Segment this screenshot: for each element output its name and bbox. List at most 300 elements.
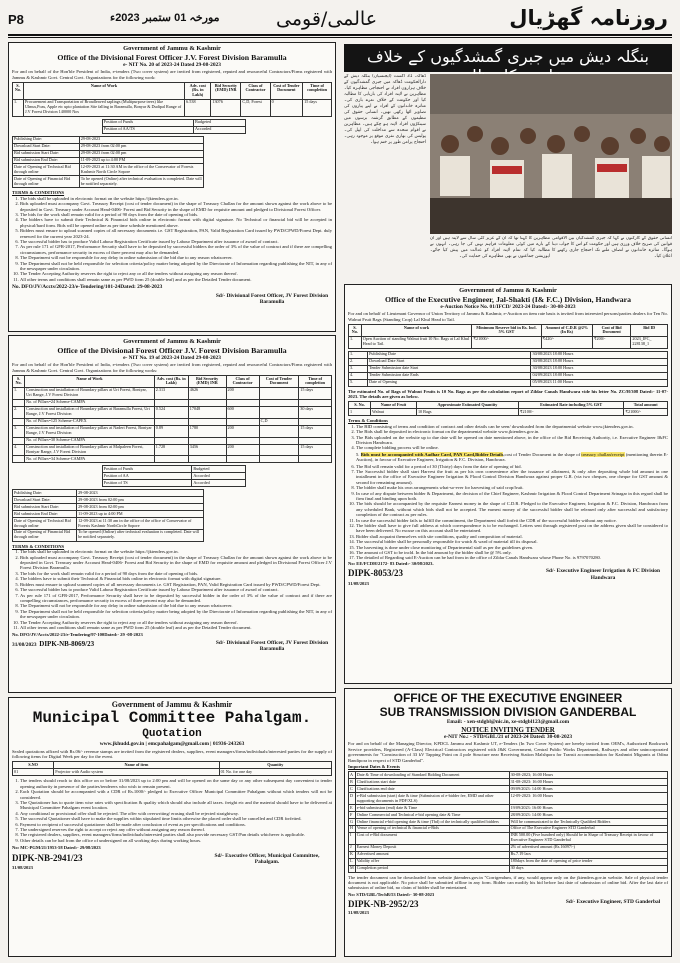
table-cell: 19/09/2023: 16:00 Hours [509,805,667,812]
ad4-terms-2 [348,464,668,561]
table-cell: E [349,805,356,812]
table-header-cell: S. No. [13,376,25,388]
table-cell: No. of Pillars=24 Scheme-CAMPA [25,399,155,406]
table-cell: 1. [13,99,24,116]
table-cell [188,456,226,463]
table-cell: Position of AA/TS [102,126,193,133]
list-item: 2. Bids uploaded must accompany Govt. Treasury Receipt (cost of tender document) in the shape of Treasury Challan for the amount shown against the work above to be deposited in Govt. Treasury under Account Head-0406- Forest and Bid Security in the shape of EMD for requisite amount and pledged in Divisional Forest Officer J.V Forest Division Baramulla. [20,555,332,571]
table-cell: Publishing Date: [13,490,77,497]
table-cell: To be opened (Online) after technical evaluation is completed. Date will be notified separately. [80,175,202,186]
table-cell [226,456,259,463]
table-cell: 3. [349,365,368,372]
table-cell: Earnest Money Deposit [355,844,509,851]
masthead-rule [8,34,672,36]
table-cell: 13076 [211,99,241,116]
tender-ad-forest-19 [8,335,336,693]
table-cell: Office of The Executive Engineer STD Ganderbal [509,825,667,832]
table-header-cell: Cost of Tender Document [270,83,303,100]
table-cell [259,437,299,444]
list-item: 11. All other terms and conditions shall remain same as per PWD form 25 (double leaf) and as per the Detailed Tender document. [20,625,332,630]
table-cell: 2. [349,358,368,365]
table-row [13,490,204,497]
table-row [13,511,204,518]
table-cell: A [349,772,356,779]
table-cell: Construction and installation of Boundary pillars at Baramulla Forest, Uri Range, J.V Forest Division [25,406,155,418]
table-cell: 11-09-2023 up to 4:00 PM [77,511,204,518]
issue-date: مورخہ 01 ستمبر 2023ء [110,12,220,24]
list-item: 10. The Tender Accepting Authority reserves the right to reject any or all the tenders without assigning any reason thereof. [20,620,332,625]
table-row [349,819,668,826]
table-cell: Bid submission Start Date: [13,504,77,511]
list-item: 7. The undersigned reserves the right to accept or reject any offer without assigning any reason thereof. [20,827,332,832]
list-item: 9. The Department shall not be held responsible for selection criteria/policy matter being adopted by the Directorate of Information regarding publishing the NIT, in any of the newspaper under circulation. [20,609,332,620]
ad-gov: Government of Jammu & Kashmir [123,45,221,52]
table-cell: No. of Pillars=125 Scheme-CAPEX [25,418,155,425]
table-row [349,851,668,858]
table-cell: Position of AA [102,473,192,480]
table-header-cell: Amount of C.D.R @2% (In Rs) [541,325,592,337]
table-cell: 180days from the date of opening of price tender [509,858,667,865]
table-row [13,157,204,164]
table-cell: Bid submission End Date: [13,157,80,164]
table-cell: 1.728 [154,444,188,456]
table-header-cell: Cost of Bid Document [592,325,631,337]
table-row [349,805,668,812]
table-cell: C [349,786,356,793]
table-row [349,865,668,872]
ad2-ref: No. DFO/JV/Accts/2022-23/e-Tendering/97-100Dated:- 29 -08-2023 [12,632,143,638]
table-row [13,150,204,157]
list-item: 6. The successful bidder has to produce Valid Labour Registration Certificate issued by Labour Department after issuance of award of contract. [20,239,332,244]
ad3-terms [12,778,332,843]
table-row [102,466,245,473]
ad4-term5-highlight: Bids must be accompanied with Aadhar Card, PAN Card,Bidder Details [360,451,504,457]
table-cell [154,437,188,444]
table-cell: 29-08-2023 from 02:00 pm [77,504,204,511]
ad-intro: For and on behalf of the Hon'ble President of India, e-tenders (Two cover system) are invited from registered, reputed and resourceful Contractors/Firms registered with Jammu & Kashmir Govt. Central Govt. Organizations for the following works: [12,362,332,373]
table-cell [13,456,25,463]
ad4-ref: No: EE/FCDH/2172- 83 Dated:- 30/08/2023. [348,560,434,566]
table-cell: C,D, Forest [241,99,270,116]
table-cell: e-Bid submission (start) date & time (Submission of e-bidder fee, EMD and other supporting documents in PDF/XLS) [355,793,509,805]
table-header-cell: Total amount [624,402,668,409]
table-row [349,812,668,819]
table-row [13,425,332,437]
table-row [13,387,332,399]
table-cell: 1. [349,351,368,358]
ad2-terms-title: TERMS & CONDITIONS [12,543,65,549]
ad5-events-table [348,771,668,872]
table-cell: 29-08-2023 from 02:00 pm [79,150,203,157]
table-cell: Position of Funds [102,466,192,473]
list-item: 2. The Bids shall be deposited in electronic format on the departmental website www.jktenders.gov.in. [356,429,668,434]
ad4-schedule-table [348,351,668,387]
table-cell: 0.89 [154,425,188,437]
table-cell [226,418,259,425]
list-item: 4. The complete bidding process will be online. [356,445,668,450]
table-cell: 30 days [509,865,667,872]
list-item: 4. The bidders have to submit their Technical & Financial bids online in electronic format with digital signature. [20,576,332,581]
protest-photo [430,74,672,234]
ad5-dipk: DIPK-NB-2952/23 [348,899,419,910]
table-cell: 29-08-2023 from 02:00 pm [77,497,204,504]
table-header-cell: Name of Work [23,83,184,100]
table-cell: Clarifications start date [355,779,509,786]
table-row [13,529,204,541]
table-cell: 2023_IFC_ 228138_1 [631,336,668,348]
table-cell: 5. [349,379,368,386]
ad-office-2: SUB TRANSMISSION DIVISION GANDERBAL [379,705,637,720]
table-row [13,504,204,511]
table-cell: 4. [349,372,368,379]
table-cell: Procurement and Transportation of Broadleaved saplings (Multipurpose trees) like Ulmus,Poas, Apple etc upto plantation Site falling in Baramulla, Bonyar & Dudipal Range of J.V Forest Division 140000 Nos [23,99,184,116]
table-cell: 4. [13,444,25,456]
table-row [102,119,245,126]
ad1-work-table [12,82,332,117]
table-header-cell: Name of Fruit [371,402,417,409]
table-cell: 30/08/2023 18:00 Hours [531,365,668,372]
table-cell: Accorded [192,480,245,487]
table-cell: 200 [226,425,259,437]
table-cell: Bid submission Start Date: [13,150,80,157]
table-header-cell: Class of Contractor [226,376,259,388]
table-header-cell: Adv. cost (Rs. in Lakh) [185,83,211,100]
table-cell [259,399,299,406]
table-cell: Rs.7.19 lacs [509,851,667,858]
list-item: 3. The Bids uploaded on the website up to due date will be opened on date mentioned above, in the office of the Bid Receiving Authority, i.e. Executive Engineer I&FC Division Handwara. [356,435,668,446]
ad4-date: 31/08/2023 [348,581,369,587]
table-cell: Tender Submission date Ends [368,372,531,379]
table-cell: Walnut [371,409,417,416]
auction-ad-handwara [344,284,672,684]
ad-office: Office of the Divisional Forest Officer J.V. Forest Division Baramulla [57,52,287,62]
table-row [349,358,668,365]
table-cell: 11-09-2023 up to 4:00 PM [79,157,203,164]
quotation-ad-pahalgam [8,697,336,957]
table-row [13,418,332,425]
newspaper-name: روزنامہ گھڑیال [509,6,668,30]
table-cell: 12-09-2023: 16:00 Hours [509,793,667,805]
ad1-sign: Sd/- Divisional Forest Officer, JV Forest Division Baramulla [215,292,329,305]
table-cell: Construction and installation of Boundary pillars at Uri Forest, Boniyar, Uri Range, J.V Forest Division [25,387,155,399]
table-cell: Clarifications end date [355,786,509,793]
table-cell: L [349,858,356,865]
table-header-cell: Cost of Tender Document [259,376,299,388]
list-item: 7. As per rule 171 of GFR-2017, Performance Security shall have to be deposited by successful bidders the order of 3% of the value of contract and if there are compelling circumstances, performance security in excess of three percent may also be demanded. [20,244,332,255]
table-header-cell: S. No. [349,325,362,337]
table-cell: 15 days [303,99,332,116]
table-header-cell: Estimated Rate including 5% GST [518,402,623,409]
table-row [13,406,332,418]
table-cell: Open Auction of standing Walnut fruit 10 No. Bags at Lal Khul Head to Tail. [361,336,472,348]
ad2-sign: Sd/- Divisional Forest Officer, JV Forest Division Baramulla [215,639,329,653]
list-item: 11. In case the successful bidder fails to fulfill the commitment, the Department shall forfeit the CDR of the successful bidder without any notice. [356,518,668,523]
list-item: 4. Any conditional or provisional offer shall be rejected. The offer with overwriting/ erasing shall be rejected straightway. [20,811,332,816]
table-cell: Online Commercial and Technical e-bid opening date & Time [355,812,509,819]
table-cell: Completion period [355,865,509,872]
ad-nit: e- NIT No. 19 of 2023-24 Dated 29-08-2023 [123,354,221,361]
table-cell: ₹200/- [592,336,631,348]
list-item: 1. The BID consisting of terms and condition of contract and other details can be seen/ downloaded from the departmental website www.jktenders.gov.in. [356,424,668,429]
table-cell: ₹2100/- [518,409,623,416]
table-cell: 200 [226,387,259,399]
table-cell: Date of Opening of Technical Bid through online [13,164,80,176]
tender-ad-forest-20 [8,42,336,332]
ad-notice: NOTICE INVITING TENDER [461,725,555,734]
list-item: 3. The Quotationer has to quote item wise rates with specification & quality which should also include all taxes. freight etc and the material should have to be delivered at Municipal Committee Pahalgam event location. [20,800,332,811]
list-item: 1. The bids shall be uploaded in electronic format on the website https://jktenders.gov.in. [20,549,332,554]
ad5-sign: Sd/- Executive Engineer, STD Ganderbal [565,899,661,906]
table-header-cell: Approximate Estimated Quantity [416,402,518,409]
ad4-sign: Sd/- Executive Engineer Irrigation & FC Division Handwara [545,568,660,581]
table-header-cell: Name of item [54,762,219,769]
table-cell: 30/08/2023 18:00 Hours [531,358,668,365]
table-row [13,164,204,176]
table-cell: 1780 [188,425,226,437]
ad1-dates-table [12,136,204,189]
table-cell: Validity offer [355,858,509,865]
table-cell: 17048 [188,406,226,418]
list-item: 6. The successful bidder has to produce Valid Labour Registration Certificate issued by Labour Department after issuance of award of contract. [20,587,332,592]
table-cell: ₹420/- [541,336,592,348]
table-cell: Position of TS [102,480,192,487]
table-row [349,772,668,779]
table-cell: F [349,812,356,819]
table-cell: 3. [13,425,25,437]
table-cell: Tender Submission date Start [368,365,531,372]
table-header-cell: Quantity [219,762,331,769]
table-cell: G [349,819,356,826]
list-item: 8. The Department will not be responsible for any delay in online submission of the bid due to any reason whatsoever. [20,255,332,260]
table-cell: 6.538 [185,99,211,116]
table-cell: Budgeted [192,466,245,473]
table-row [349,786,668,793]
ad1-signature [12,284,332,290]
table-cell [299,437,332,444]
ad3-sign: Sd/- Executive Officer, Municipal Committee, Pahalgam. [214,852,320,866]
masthead-rule-thin [8,37,672,38]
ad-gov: Government of Jammu & Kashmir [111,700,233,709]
table-row [349,379,668,386]
ad5-important: Important Dates & Events [348,763,400,769]
story-headline: بنگلہ دیش میں جبری گمشدگیوں کے خلاف [344,44,672,72]
list-item: 7. The Successful bidder shall start Harvest the fruit as per his own convenience after the issuance of allotment, & only after depositing whole bid amount in one installment in the office of Executive Engineer Irrigation & Flood Control Division Handwara against proper G.R. (via two cheques, one cheque for GST amount & second for remaining amount). [356,469,668,485]
table-row [349,832,668,844]
table-cell: 04/09/2023 18:00 Hours [531,372,668,379]
ad-intro: For and on behalf of Lieutenant Governor of Union Territory of Jammu & Kashmir, e-Auction on item rate basis is invited from interested persons/parties dealers for Ten No. Walnut Fruit Bags (Standing Crop) Lal Khul Head to Tail. [348,311,668,322]
ad4-term-5: 5. Bids must be accompanied with Aadhar Card, PAN Card,Bidder Details,cost of Tender Document in the shape of treasury challan/receipt (mentioning therein E-Auction), in favour of Executive Engineer, Irrigation & F.C. Division, Handwara. [356,451,669,463]
list-item: 15. The harvesting is done under close monitoring of Departmental staff as per the guidelines given. [356,545,668,550]
table-cell: Advertised amount [355,851,509,858]
table-cell: Projector with Audio system [54,769,219,776]
table-cell [259,406,299,418]
table-cell: Accorded [194,126,246,133]
ad4-fruit-table [348,401,668,416]
ad5-footer: The tender document can be downloaded from website jktenders.gov.in "Corrigendum, if any, would appear only on the jktenders.gov.in website. Sale of physical tender document is not applicable. No price shall be submitted offline in any form. Bidder can modify his bid before last date of submission of online bid. After the last date of submission of online bid, no claim of bidder shall be entertained. [348,874,668,891]
table-cell [13,418,25,425]
table-cell: 1 [349,409,371,416]
list-item: 2. Bids uploaded must accompany Govt. Treasury Receipt (cost of tender document) in the shape of Treasury Challan for the amount shown against the work above to be deposited in Govt. Treasury under Account Head-0406- Forest and Bid Security in the shape of EMD for requisite amount and pledged to Divisional Forest Officer. [20,201,332,212]
ad-intro: For and on behalf of the Hon'ble President of India, e-tenders (Two cover system) are invited from registered, reputed and resourceful Contractors/Firms registered with Jammu & Kashmir Govt. Central Govt. Organizations for the following work: [12,69,332,80]
table-cell: 3456 [188,444,226,456]
list-item: 9. Other details can be had from the office of undersigned on all working days during working hours. [20,838,332,843]
list-item: 2. Each Quotation should be accompanied with a CDR of Rs.1000/- pledged to Executive Officer Municipal Committee Pahalgam without which tenders will not be considered. [20,789,332,800]
story-column-3: انسانی حقوق کے کارکنوں نے کہا کہ جبری گمشدگیاں بین الاقوامی قوانین کی صریح خلاف ورزی ہیں اور حکومت کو اس کا جواب دینا ہوگا۔ متاثرہ خاندانوں نے انصاف ملنے تک احتجاج جاری رکھنے کا اعلان کیا۔ [552,236,672,260]
table-cell: 10 Bags [416,409,518,416]
table-cell: Date of Opening [368,379,531,386]
table-cell: Accorded [192,473,245,480]
table-cell: 29-08-2023 [77,490,204,497]
list-item: 7. As per rule 171 of GFR-2017, Performance Security shall have to be deposited by successful bidder in the order of 3% of the value of contract and if there are compelling circumstances, performance security in excess of three percent may also be demanded. [20,593,332,604]
table-cell: 0 [270,99,303,116]
table-row [349,825,668,832]
table-cell: To be opened (Online) after technical evaluation is completed. Date will be notified separately. [77,529,204,541]
table-cell: 15 days [299,444,332,456]
table-cell: 05/09/2023 11:00 Hours [531,379,668,386]
table-header-cell: S.NO [13,762,54,769]
table-cell: Download Start Date: [13,143,80,150]
table-cell: 4626 [188,387,226,399]
table-row [13,399,332,406]
table-cell: 2.313 [154,387,188,399]
table-row [13,769,332,776]
table-cell: Construction and installation of Boundary pillars at Malpaleen Forest, Boniyar Range, J.V Forest Division [25,444,155,456]
table-cell: Download Start Date: [13,497,77,504]
table-cell [188,399,226,406]
table-cell: Download Date Start [368,358,531,365]
ad2-funds-table [102,465,246,487]
table-cell [226,437,259,444]
table-cell: 30/08/2023 18:00 Hours [531,351,668,358]
table-cell: No. of Pillars=30 Scheme-CAMPA [25,437,155,444]
ad-intro: Sealed quotations affixed with Rs.06/- revenue stamps are invited from the registered dealers, suppliers, event managers/firms/individuals/interested parties for the supply of following items for Digital Week per day for the event. [12,748,332,760]
table-cell [259,387,299,399]
table-header-cell: Bid ID [631,325,668,337]
table-cell: 28/09/2023: 14:00 Hours [509,812,667,819]
table-cell: J [349,844,356,851]
table-cell: M [350,865,354,871]
ad3-ref: No: MC-PGM/21/1953-58 Dated:- 29/08/2023 [12,845,101,851]
table-cell: D [349,793,356,805]
table-cell: 12-09-2023 at 11:30 AM in the office of the Conservator of Forests Kashmir North Circle Sopore [79,164,203,176]
table-cell: Construction and installation of Boundary pillars at Naderi Forest, Boniyar Range, J.V Forest Division [25,425,155,437]
table-cell: Cost of e-Bid document [355,832,509,844]
ad-office: Office of the Divisional Forest Officer J.V. Forest Division Baramulla [57,345,287,355]
table-cell: Date of Opening of Financial Bid through online [13,529,77,541]
list-item: 16. The amount of GST to be incld. In the bid amount by the bidder shall be @ 5% only. [356,550,668,555]
table-cell: INR 500.00 (Five hundred only) Should be in Shape of Treasury Receipt in favour of Executive Engineer STD Ganderbal [509,832,667,844]
table-cell: 29-08-2023 from 02:00 pm [79,143,203,150]
table-cell: C,D [259,418,299,425]
table-row [102,473,245,480]
table-row [349,858,668,865]
ad4-term5-highlight-2: treasury challan/receipt [581,451,625,457]
table-cell [299,456,332,463]
table-cell: 15 days [299,425,332,437]
story-column-1: ڈھاکہ، 31 اگست (ایجنسیاں) بنگلہ دیش کے دارالحکومت ڈھاکہ میں جبری گمشدگیوں کے خلاف ہزاروں افراد نے احتجاجی مظاہرہ کیا۔ مظاہرین نے لاپتہ افراد کی بازیابی کا مطالبہ کیا اور حکومت کے خلاف نعرے بازی کی۔ متاثرہ خاندانوں کے افراد نے اپنے پیاروں کی تصاویر اٹھا رکھی تھیں۔ انسانی حقوق کی تنظیموں کے مطابق گزشتہ برسوں میں سینکڑوں افراد لاپتہ ہو چکے ہیں۔ مظاہرین نے اقوام متحدہ سے مداخلت کی اپیل کی۔ پولیس کی بھاری نفری موقع پر موجود رہی۔ احتجاج پرامن طور پر ختم ہوا۔ [344,74,426,146]
ad-intro: For and on behalf of the Managing Director, KPDCL Jammu and Kashmir UT, e-Tenders (In Two Cover System) are hereby invited from OEM's, Authorized Bookwork Service providers, Registered (A-Class) Electrical Contractors registered with J&K Government, Central Public Works Department, Railways and other unincorporated governments for "Construction of 33 kV Tapping Point on 4 pole Structure near Receiving Station Malshpora for Transit accommodation for Kashmiri Migrants at Odina Bandipora in respect of STD Ganderbal". [348,741,668,763]
ad3-date: 31/08/2023 [12,865,33,871]
table-cell [154,456,188,463]
table-row [102,480,245,487]
table-cell: Position of Funds [102,119,193,126]
table-cell: 0.524 [154,406,188,418]
table-cell: Date of Opening of Technical Bid through online [13,518,77,530]
table-cell [154,399,188,406]
table-cell: 30 days [299,406,332,418]
table-cell: K [349,851,356,858]
ad1-terms [12,196,332,283]
ad-email: Email: - xen-stdgbl@nic.in, xe-stdgbl123@gmail.com [446,719,570,726]
table-row [349,372,668,379]
ad2-date: 31/08/2023 [12,641,37,648]
table-row [13,437,332,444]
table-cell: 1. [13,387,25,399]
table-row [349,351,668,358]
table-cell: 31-08-2023: 16:00 Hours [509,779,667,786]
list-item: 8. The registered dealers, suppliers, event managers/firms/individuals/interested parties shall also provide necessary GST/Pan details whichever is applicable. [20,832,332,837]
table-cell: Bid submission End Date: [13,511,77,518]
list-item: 13. Bidder shall acquaint themselves with site conditions, quality and composition of material. [356,534,668,539]
table-cell: 200 [226,444,259,456]
ad-title: Quotation [142,728,202,741]
table-row [349,844,668,851]
table-cell: 01 No. for one day [219,769,331,776]
ad2-work-table [12,375,332,463]
ad4-dipk: DIPK-8053/23 [348,568,403,579]
table-cell: B [349,779,356,786]
ad2-dipk: DIPK-NB-8069/23 [39,639,95,648]
list-item: 6. The Bid will remain valid for a period of 30 (Thirty) days from the date of opening of bid. [356,464,668,469]
list-item: 3. The bids for the work shall remain valid for a period of 90 days from the date of opening of bids. [20,212,332,217]
tender-ad-ganderbal [344,688,672,957]
list-item: 3. The bids for the work shall remain valid for a period of 90 days from the date of opening of bids. [20,571,332,576]
table-row [13,176,204,188]
table-cell [13,399,25,406]
list-item: 9. The Department shall not be held responsible for selection criteria/policy matter being adopted by the Directorate of Information regarding publishing the NIT, in any of the newspaper under circulation. [20,261,332,272]
table-row [349,336,668,348]
ad3-dipk: DIPK-NB-2941/23 [12,852,83,863]
table-cell: ₹21000/- [624,409,668,416]
table-cell: Publishing Date [368,351,531,358]
list-item: 8. The bidder shall make his own arrangements what-so-ever for harvesting of said crop/fruit. [356,485,668,490]
table-row [13,444,332,456]
ad-gov: Government of Jammu & Kashmir [123,338,221,345]
table-cell [299,418,332,425]
ad4-terms [348,424,668,451]
table-cell: 2% of advertised amount (Rs.16097/-) [509,844,667,851]
list-item: 12. The bidder shall have to give full address at which correspondence is to be exchanged. Letters sent through registered post on the address given shall be considered to have been delivered. No excuse on this account shall be entertained. [356,523,668,534]
table-cell: ₹21000/- [472,336,541,348]
table-cell: No. of Pillars=34 Scheme-CAMPA [25,456,155,463]
ad-contact: www.jkhudd.gov.in | emcpahalgam@gmail.com | 01936-243263 [99,741,245,748]
page-number: P8 [8,12,24,27]
table-cell: 12-09-2023 at 11:30 am in the office of the office of Conservator of Forests Kashmir NorthCircle Sopore [77,518,204,530]
ad2-dates-table [12,489,204,542]
table-cell [259,456,299,463]
list-item: 8. The Department will not be responsible for any delay in online submission of the bid due to any reason whatsoever. [20,603,332,608]
table-cell: e-bid submission (end) date & Time [355,805,509,812]
ad-gov: Government of Jammu & Kashmir [459,287,557,294]
table-cell [299,399,332,406]
table-cell: 600 [226,406,259,418]
table-cell: 15 days [299,387,332,399]
table-header-cell: Time of completion [303,83,332,100]
table-cell: I [349,832,356,844]
table-row [349,365,668,372]
ad-nit: e- NIT No. 20 of 2023-24 Dated 29-08-2023 [123,61,221,68]
table-header-cell: Class of Contractor [241,83,270,100]
